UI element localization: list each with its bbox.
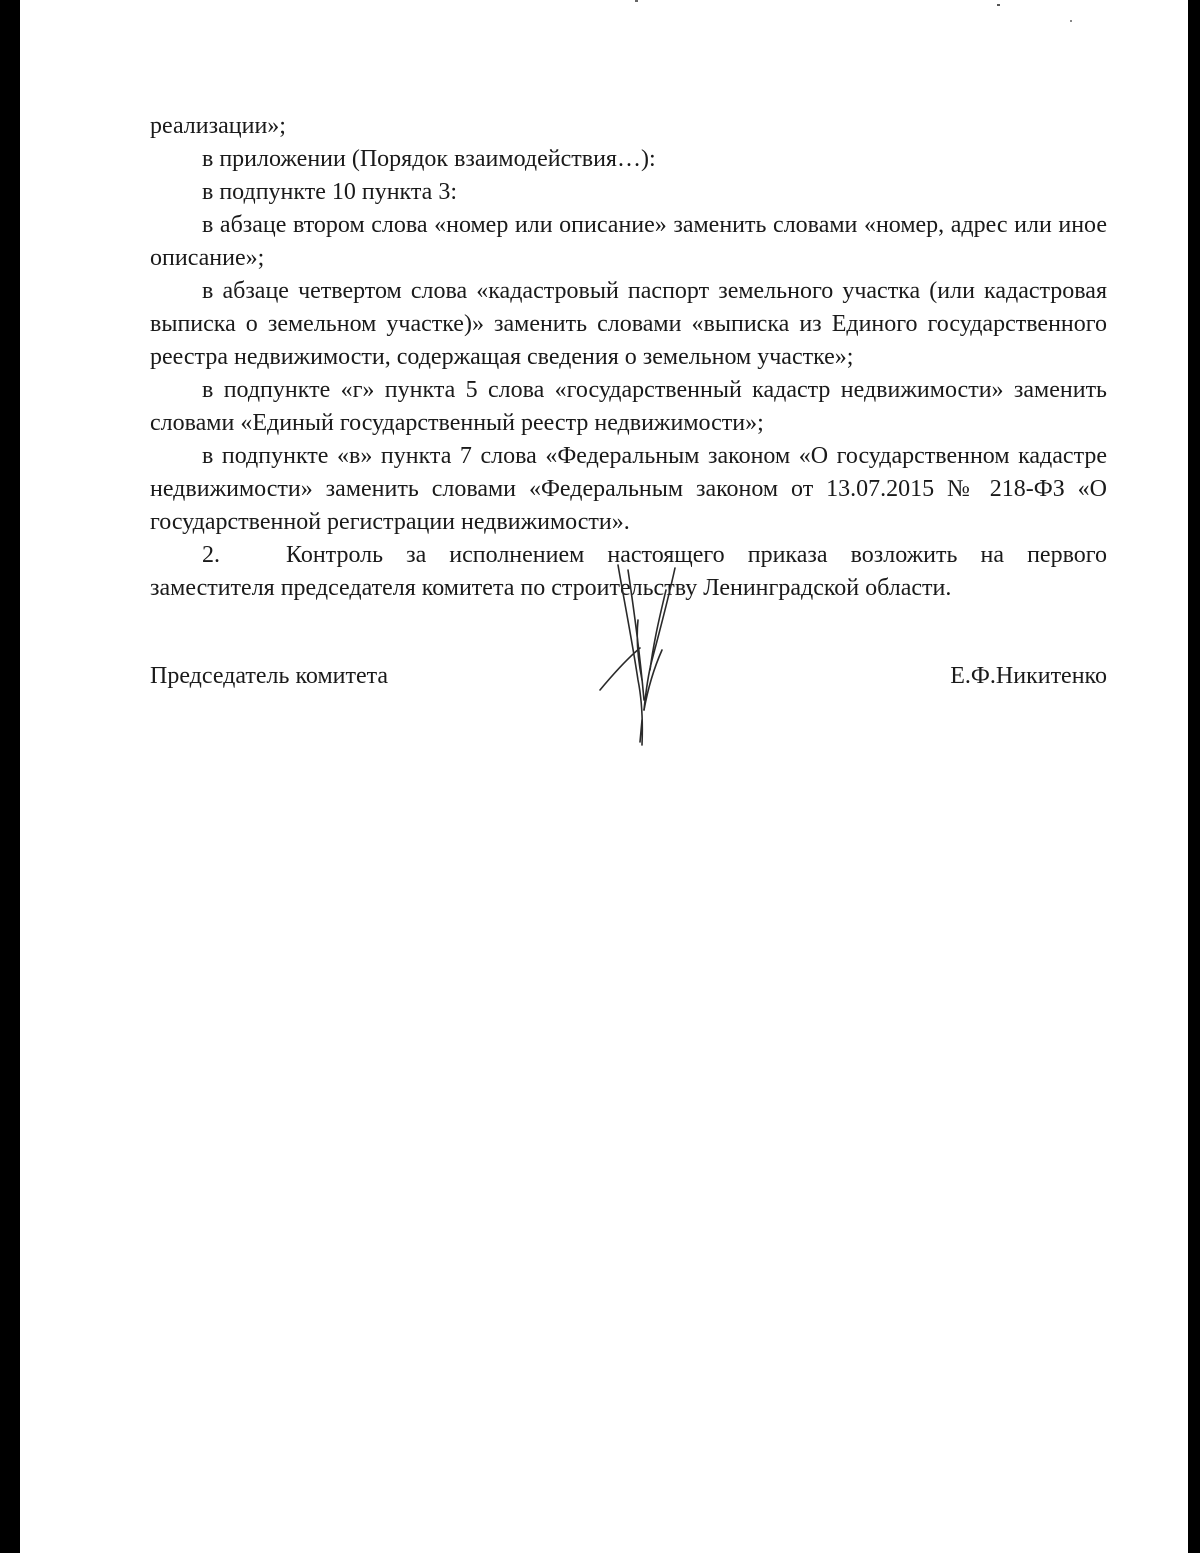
handwritten-signature [580,560,690,750]
paragraph-3: в абзаце втором слова «номер или описание» заменить словами «номер, адрес или иное описание»; [150,212,1107,271]
item-number: 2. [202,542,220,568]
document-body [150,110,1107,605]
paragraph-5: в подпункте «г» пункта 5 слова «государственный кадастр недвижимости» заменить словами «Единый государственный реестр недвижимости»; [150,377,1107,436]
paragraph-1: в приложении (Порядок взаимодействия…): [202,146,656,172]
paragraph-6: в подпункте «в» пункта 7 слова «Федеральным законом «О государственном кадастре недвижимости» заменить словами «Федеральным законом от 13.07.2015 № 218-ФЗ «О государственной регистрации недвижимости». [150,443,1107,535]
paragraph-0: реализации»; [150,113,286,139]
signatory-position: Председатель комитета [150,663,389,689]
document-page [20,0,1188,1553]
scan-specks [20,0,1188,40]
item-text: Контроль за исполнением настоящего приказа возложить на первого заместителя председателя комитета по строительству Ленинградской области. [150,542,1107,601]
paragraph-4: в абзаце четвертом слова «кадастровый паспорт земельного участка (или кадастровая выписка о земельном участке)» заменить словами «выписка из Единого государственного реестра недвижимости, содержащая сведения о земельном участке»; [150,278,1107,370]
paragraph-2: в подпункте 10 пункта 3: [202,179,457,205]
signatory-name: Е.Ф.Никитенко [950,663,1107,689]
